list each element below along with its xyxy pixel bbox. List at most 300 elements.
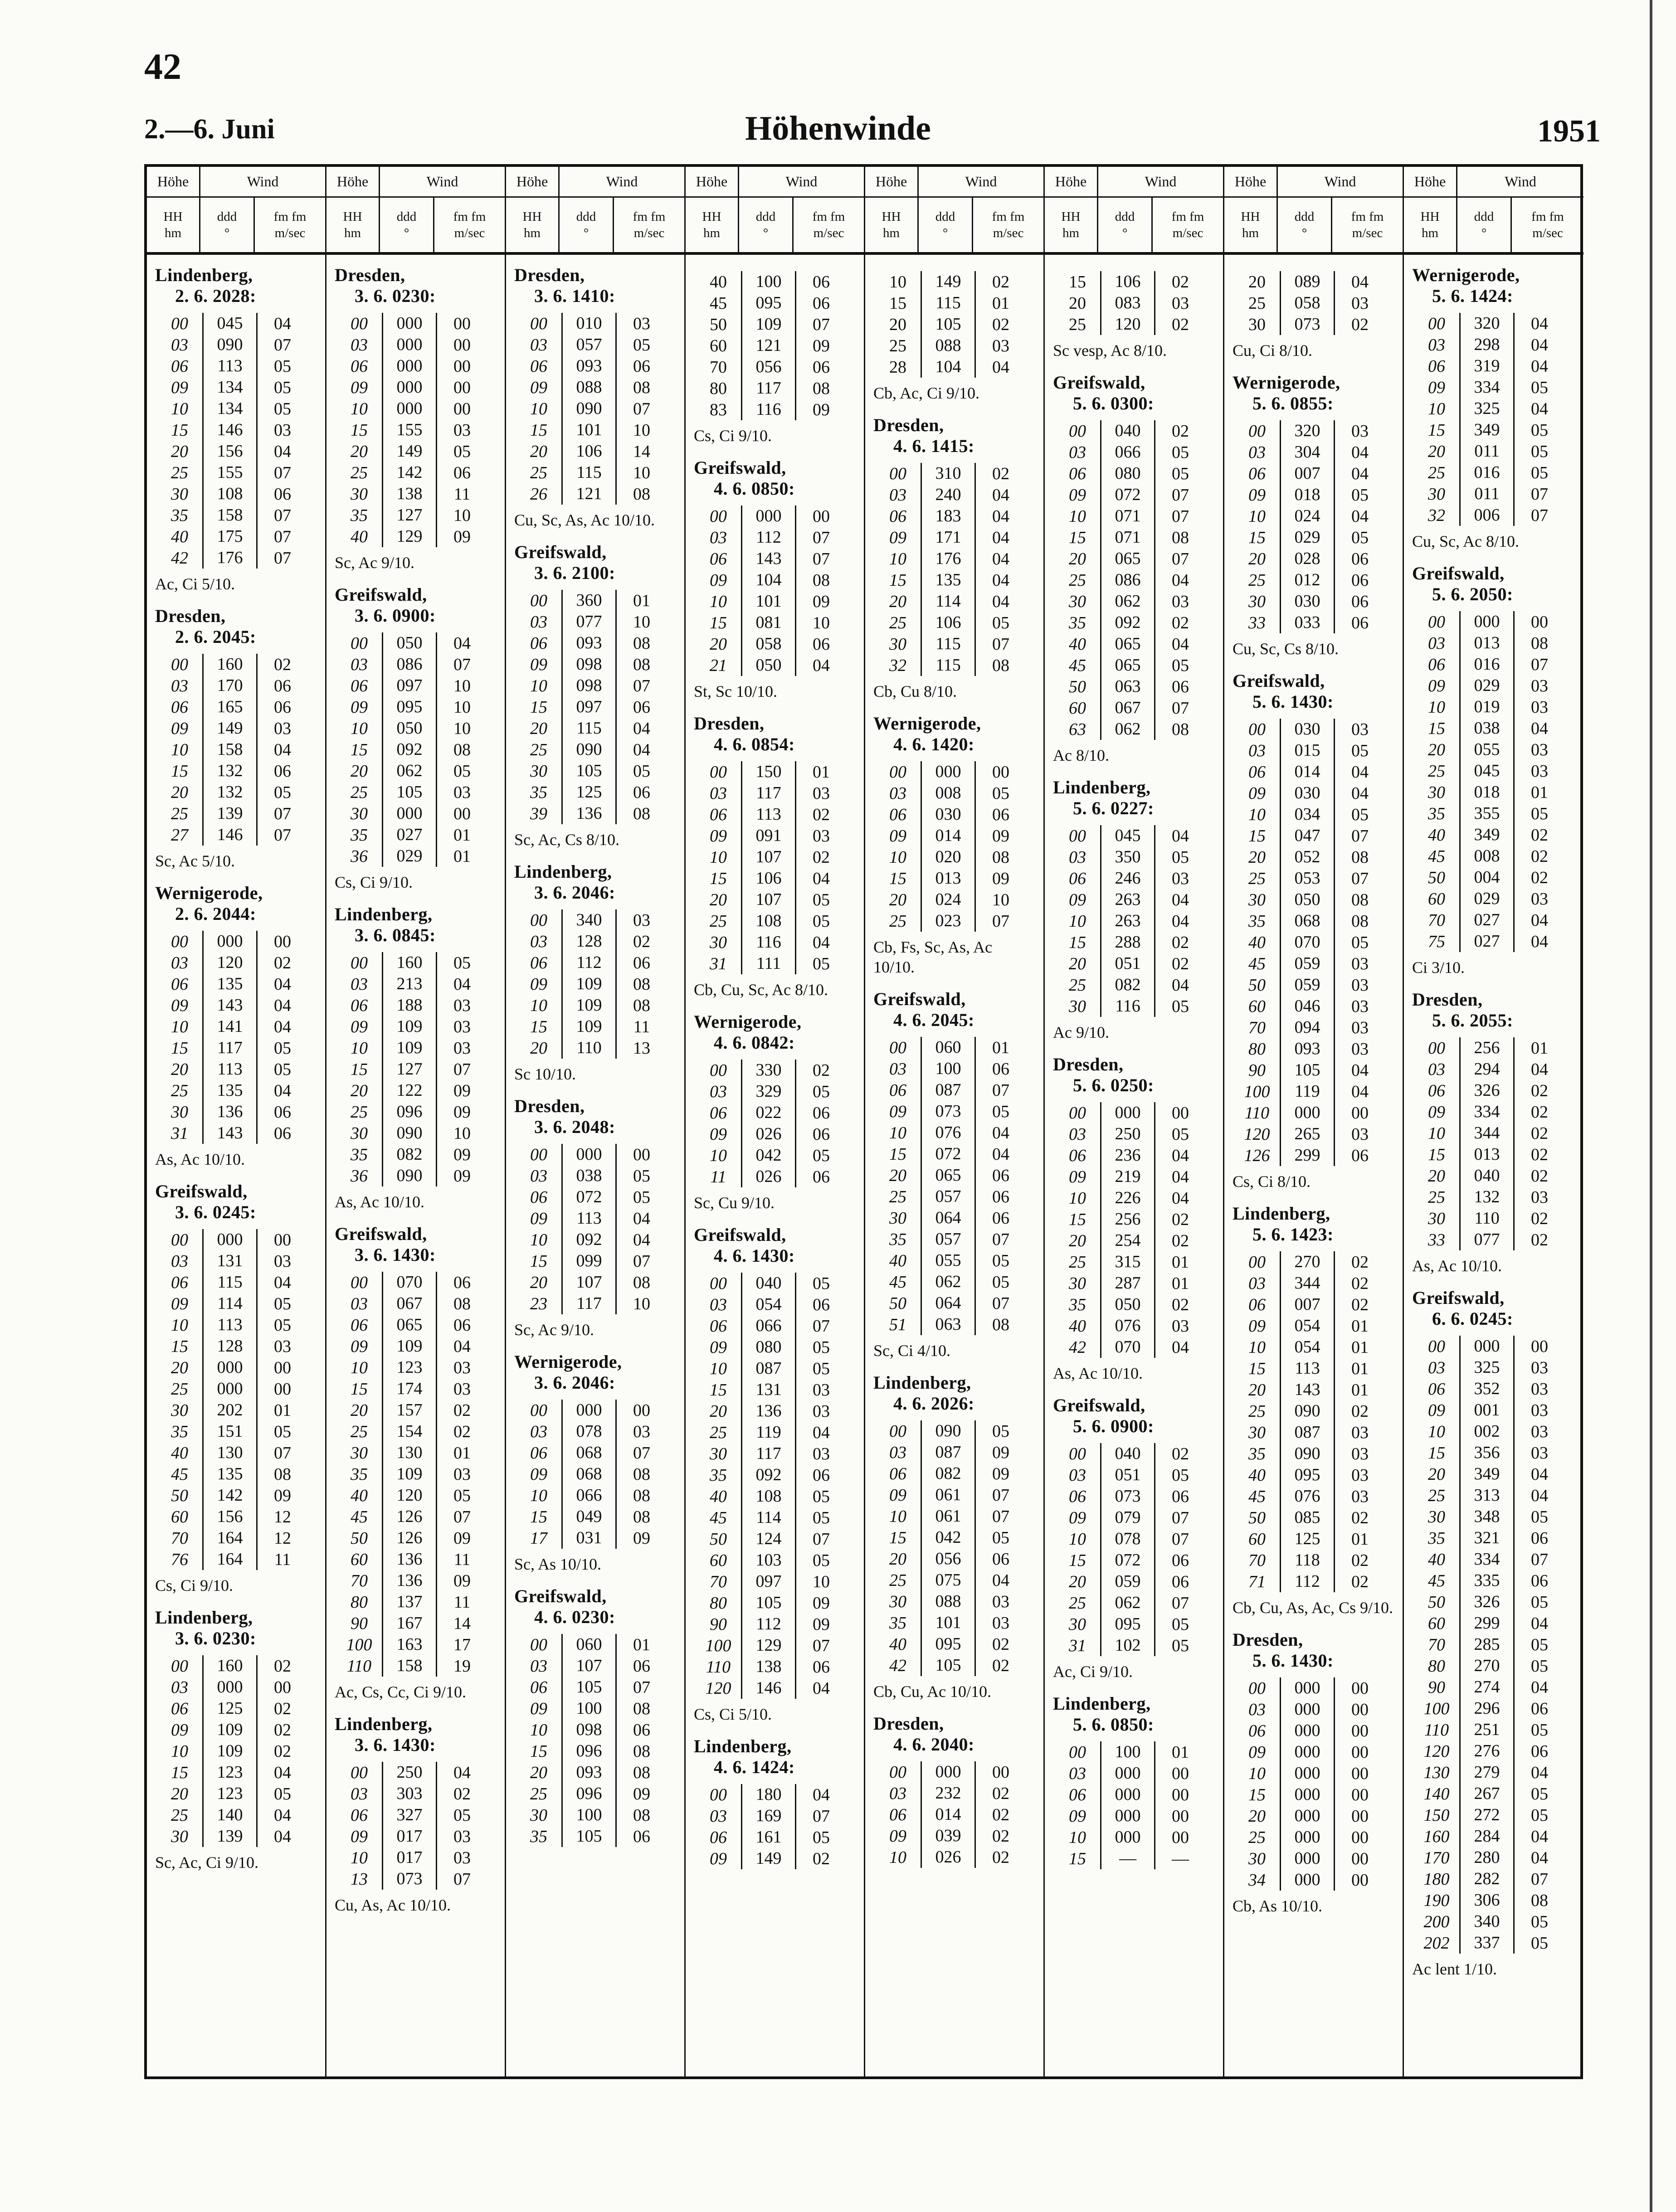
cloud-observation: Sc, As 10/10. (514, 1555, 602, 1573)
direction-cell: 098 (561, 675, 617, 696)
station-name: Wernigerode, (1233, 372, 1340, 393)
cloud-observation: As, Ac 10/10. (335, 1193, 424, 1211)
station-name: Dresden, (514, 1096, 585, 1116)
direction-cell: 113 (202, 1059, 258, 1080)
speed-cell: 04 (1531, 1464, 1548, 1484)
height-cell: 06 (889, 506, 906, 526)
height-cell: 15 (1428, 1443, 1445, 1463)
direction-cell: 057 (921, 1186, 976, 1207)
speed-cell: 03 (1172, 869, 1189, 888)
header-ddd: ddd (1474, 209, 1494, 224)
direction-cell: 101 (921, 1612, 976, 1633)
height-cell: 25 (1428, 1187, 1445, 1207)
height-cell: 10 (710, 592, 727, 611)
speed-cell: 00 (992, 1762, 1009, 1782)
speed-cell: 10 (633, 1294, 650, 1313)
direction-cell: 089 (1280, 271, 1335, 292)
speed-cell: 05 (1531, 1805, 1548, 1825)
height-cell: 50 (1069, 677, 1086, 696)
direction-cell: 090 (382, 1123, 437, 1144)
height-cell: 33 (1428, 1230, 1445, 1249)
table-row (1234, 1400, 1403, 1422)
table-row (1055, 633, 1223, 655)
table-row (1414, 1208, 1583, 1229)
station-block (686, 1225, 864, 1724)
direction-cell: 106 (561, 441, 617, 462)
table-row (1055, 825, 1223, 846)
direction-cell: 113 (202, 355, 258, 377)
station-block (1045, 372, 1223, 765)
speed-cell: 07 (1172, 698, 1189, 718)
height-cell: 50 (1428, 868, 1445, 887)
speed-cell: 05 (992, 613, 1009, 632)
table-row (336, 973, 505, 995)
speed-cell: 04 (1531, 719, 1548, 738)
height-cell: 10 (1248, 805, 1266, 824)
direction-cell: 019 (1459, 696, 1515, 718)
speed-cell: 06 (813, 1295, 830, 1314)
table-row (1414, 1336, 1583, 1357)
direction-cell: 226 (1100, 1187, 1155, 1209)
speed-cell: 05 (1531, 1912, 1548, 1931)
speed-cell: 02 (1351, 1401, 1369, 1421)
header-hm: hm (882, 226, 900, 240)
speed-cell: 02 (1172, 1444, 1189, 1463)
direction-cell: 059 (1280, 974, 1335, 996)
station-date-time: 6. 6. 0245: (1432, 1308, 1513, 1329)
column-header-units (865, 198, 1043, 255)
height-cell: 20 (1428, 442, 1445, 461)
height-cell: 10 (171, 740, 188, 759)
direction-cell: 101 (741, 591, 796, 612)
direction-cell: 062 (382, 760, 437, 782)
table-row (1234, 1805, 1403, 1827)
table-row (875, 1548, 1043, 1570)
speed-cell: 03 (1172, 1316, 1189, 1336)
direction-cell: 139 (202, 1826, 258, 1847)
speed-cell: 02 (1351, 315, 1369, 334)
direction-cell: 000 (1459, 611, 1515, 632)
table-row (1414, 931, 1583, 952)
station-date-time: 3. 6. 1430: (355, 1245, 436, 1265)
direction-cell: 280 (1459, 1847, 1515, 1868)
height-cell: 83 (710, 400, 727, 419)
height-cell: 30 (889, 1208, 906, 1228)
speed-cell: 08 (633, 484, 650, 504)
direction-cell: 102 (1100, 1635, 1155, 1656)
height-cell: 13 (351, 1869, 368, 1889)
table-column (686, 167, 865, 2076)
height-cell: 70 (171, 1528, 188, 1548)
speed-cell: 07 (453, 655, 471, 674)
direction-cell: 030 (1280, 591, 1335, 612)
direction-cell: 114 (921, 591, 976, 612)
height-cell: 40 (1069, 634, 1086, 654)
height-cell: 100 (1244, 1082, 1270, 1101)
speed-cell: 05 (453, 761, 471, 781)
height-cell: 00 (710, 506, 727, 526)
table-row (696, 1358, 864, 1379)
direction-cell: 073 (921, 1101, 976, 1122)
sounding-rows (336, 313, 505, 547)
table-row (1414, 1421, 1583, 1442)
direction-cell: 067 (382, 1293, 437, 1314)
table-row (875, 1761, 1043, 1783)
table-row (336, 483, 505, 505)
height-cell: 06 (1428, 1081, 1445, 1100)
table-row (336, 1080, 505, 1101)
height-cell: 25 (1428, 761, 1445, 781)
station-date-time: 4. 6. 1424: (714, 1757, 795, 1777)
speed-cell: 05 (813, 1828, 830, 1847)
table-row (1055, 506, 1223, 527)
height-cell: 10 (1248, 506, 1266, 526)
speed-cell: 06 (813, 293, 830, 313)
height-cell: 20 (171, 1358, 188, 1377)
table-row (1234, 1251, 1403, 1273)
table-row (336, 1570, 505, 1591)
speed-cell: 01 (633, 591, 650, 610)
table-row (516, 952, 684, 973)
table-row (1414, 1186, 1583, 1208)
direction-cell: 299 (1280, 1145, 1335, 1166)
speed-cell: 08 (1531, 633, 1548, 653)
station-date-time: 5. 6. 1424: (1432, 286, 1513, 306)
table-row (696, 1145, 864, 1166)
direction-cell: 149 (202, 718, 258, 739)
table-row (336, 1463, 505, 1485)
header-hm: hm (523, 226, 541, 240)
station-date-time: 3. 6. 0230: (175, 1628, 256, 1648)
direction-cell: 000 (1280, 1869, 1335, 1891)
speed-cell: 00 (1172, 1764, 1189, 1783)
station-date-time: 4. 6. 2026: (893, 1393, 974, 1414)
speed-cell: 02 (992, 1847, 1009, 1867)
height-cell: 20 (351, 1081, 368, 1100)
table-row (1234, 761, 1403, 783)
table-row (875, 1420, 1043, 1442)
speed-cell: 02 (1351, 1274, 1369, 1293)
speed-cell: 03 (1351, 1444, 1369, 1463)
speed-cell: 08 (633, 1763, 650, 1782)
table-row (696, 506, 864, 527)
height-cell: 75 (1428, 932, 1445, 951)
direction-cell: 117 (741, 783, 796, 804)
direction-cell: 310 (921, 463, 976, 484)
speed-cell: 06 (813, 357, 830, 377)
height-cell: 10 (530, 1720, 547, 1740)
direction-cell: 073 (1100, 1486, 1155, 1507)
direction-cell: 340 (561, 909, 617, 931)
direction-cell: 141 (202, 1016, 258, 1037)
height-cell: 10 (889, 847, 906, 867)
scan-edge-line (1650, 0, 1652, 2212)
height-cell: 20 (1428, 1166, 1445, 1186)
speed-cell: 06 (992, 1059, 1009, 1079)
speed-cell: 08 (633, 974, 650, 994)
direction-cell: 337 (1459, 1932, 1515, 1954)
cloud-observation: Ac, Ci 9/10. (1053, 1663, 1133, 1681)
speed-cell: 04 (813, 1423, 830, 1442)
cloud-observation: Sc, Ac, Ci 9/10. (155, 1853, 259, 1872)
height-cell: 03 (530, 932, 547, 951)
sounding-rows (157, 931, 325, 1144)
speed-cell: 02 (813, 847, 830, 867)
table-row (157, 760, 325, 782)
height-cell: 20 (530, 442, 547, 461)
height-cell: 00 (1428, 1038, 1445, 1058)
table-row (1414, 1826, 1583, 1847)
table-row (1414, 1783, 1583, 1804)
table-row (157, 1527, 325, 1549)
height-cell: 70 (710, 357, 727, 377)
height-cell: 09 (710, 826, 727, 846)
direction-cell: 109 (202, 1740, 258, 1762)
speed-cell: 08 (633, 1699, 650, 1718)
direction-cell: 105 (1280, 1060, 1335, 1081)
direction-cell: 026 (921, 1847, 976, 1868)
table-row (1414, 1229, 1583, 1250)
table-row (336, 760, 505, 782)
height-cell: 10 (171, 1741, 188, 1761)
table-row (1234, 996, 1403, 1017)
speed-cell: 06 (274, 697, 291, 717)
speed-cell: 07 (813, 549, 830, 569)
table-row (336, 1868, 505, 1890)
table-row (516, 590, 684, 611)
station-date-time: 5. 6. 0900: (1073, 1416, 1154, 1436)
speed-cell: 05 (813, 1274, 830, 1293)
speed-cell: 01 (1531, 1038, 1548, 1058)
direction-cell: 124 (741, 1528, 796, 1550)
table-row (516, 632, 684, 654)
direction-cell: 272 (1459, 1804, 1515, 1826)
speed-cell: 00 (1351, 1764, 1369, 1783)
speed-cell: 05 (813, 1551, 830, 1570)
table-row (696, 378, 864, 399)
speed-cell: 14 (633, 442, 650, 461)
table-row (696, 1337, 864, 1358)
speed-cell: 09 (992, 1443, 1009, 1462)
table-row (1234, 1358, 1403, 1379)
table-row (1234, 271, 1403, 292)
table-column (1404, 167, 1583, 2076)
direction-cell: 157 (382, 1400, 437, 1421)
direction-cell: 135 (202, 1080, 258, 1101)
table-row (1055, 1805, 1223, 1827)
header-fmfm: fm fm (1351, 209, 1384, 224)
direction-cell: 149 (382, 441, 437, 462)
speed-cell: 00 (1172, 1806, 1189, 1826)
table-row (696, 1656, 864, 1677)
speed-cell: 03 (813, 1401, 830, 1421)
table-row (1055, 1337, 1223, 1358)
height-cell: 15 (710, 1380, 727, 1400)
table-row (875, 1442, 1043, 1463)
speed-cell: 08 (1351, 890, 1369, 909)
table-row (1055, 1614, 1223, 1635)
direction-cell: 132 (1459, 1186, 1515, 1208)
table-row (696, 1443, 864, 1464)
height-cell: 00 (171, 1230, 188, 1249)
speed-cell: 02 (1531, 846, 1548, 866)
station-date-time: 4. 6. 1420: (893, 734, 974, 754)
speed-cell: 04 (1351, 783, 1369, 803)
speed-cell: 02 (274, 1656, 291, 1676)
height-cell: 20 (889, 890, 906, 909)
table-row (157, 398, 325, 419)
header-deg: ° (1122, 226, 1128, 240)
table-row (1414, 1677, 1583, 1698)
direction-cell: 158 (382, 1655, 437, 1677)
speed-cell: 03 (992, 1613, 1009, 1633)
direction-cell: 106 (741, 868, 796, 889)
speed-cell: 02 (1172, 933, 1189, 952)
speed-cell: 06 (813, 1167, 830, 1186)
direction-cell: 282 (1459, 1868, 1515, 1890)
direction-cell: 078 (1100, 1528, 1155, 1550)
sounding-rows (1234, 420, 1403, 633)
station-date-time: 5. 6. 0855: (1252, 393, 1334, 413)
table-row (696, 1060, 864, 1081)
speed-cell: 01 (274, 1400, 291, 1420)
table-row (157, 1506, 325, 1527)
direction-cell: 007 (1280, 463, 1335, 484)
station-date-time: 5. 6. 1430: (1252, 1650, 1334, 1671)
table-row (1234, 846, 1403, 868)
speed-cell: 05 (992, 1528, 1009, 1547)
station-name: Greifswald, (694, 1225, 786, 1245)
height-cell: 20 (351, 442, 368, 461)
speed-cell: 01 (453, 1443, 471, 1463)
table-row (1234, 1294, 1403, 1315)
height-cell: 25 (1428, 1486, 1445, 1505)
table-row (1055, 1550, 1223, 1571)
table-row (875, 612, 1043, 633)
direction-cell: 127 (382, 505, 437, 526)
table-row (1234, 1123, 1403, 1145)
speed-cell: 07 (813, 1316, 830, 1336)
direction-cell: 100 (561, 1804, 617, 1826)
direction-cell: 065 (921, 1165, 976, 1186)
table-row (157, 1677, 325, 1698)
table-row (1055, 569, 1223, 591)
table-row (1234, 463, 1403, 484)
table-row (157, 1059, 325, 1080)
table-row (516, 760, 684, 782)
table-row (336, 1613, 505, 1634)
speed-cell: 08 (992, 847, 1009, 867)
table-row (1234, 1145, 1403, 1166)
height-cell: 100 (346, 1635, 372, 1654)
height-cell: 30 (889, 1592, 906, 1611)
table-column (506, 167, 686, 2076)
cloud-observation: Cb, Fs, Sc, As, Ac 10/10. (873, 938, 993, 976)
speed-cell: 07 (992, 1230, 1009, 1249)
speed-cell: 06 (1531, 1571, 1548, 1590)
height-cell: 20 (710, 634, 727, 654)
table-row (157, 377, 325, 398)
height-cell: 00 (530, 1635, 547, 1654)
table-row (875, 1186, 1043, 1207)
table-row (1234, 527, 1403, 548)
sounding-rows (1055, 1741, 1223, 1869)
table-row (157, 1783, 325, 1804)
direction-cell: 143 (202, 995, 258, 1016)
table-row (696, 1550, 864, 1571)
height-cell: 15 (1069, 528, 1086, 547)
height-cell: 30 (1248, 315, 1266, 334)
height-cell: 03 (530, 612, 547, 632)
direction-cell: 256 (1459, 1037, 1515, 1059)
speed-cell: 02 (1531, 825, 1548, 845)
station-block (506, 1352, 684, 1574)
height-cell: 06 (530, 1677, 547, 1697)
header-hoehe: Höhe (147, 167, 200, 196)
direction-cell: 355 (1459, 803, 1515, 824)
height-cell: 06 (351, 356, 368, 376)
speed-cell: 09 (813, 336, 830, 355)
table-row (157, 1123, 325, 1144)
table-row (157, 1463, 325, 1485)
station-name: Greifswald, (1412, 563, 1505, 583)
speed-cell: 04 (992, 1123, 1009, 1142)
speed-cell: 04 (1172, 1188, 1189, 1208)
speed-cell: 00 (813, 506, 830, 526)
height-cell: 25 (1248, 869, 1266, 888)
speed-cell: 03 (813, 826, 830, 846)
table-row (336, 398, 505, 419)
speed-cell: 00 (1351, 1849, 1369, 1868)
station-block (147, 265, 325, 594)
table-row (157, 931, 325, 952)
table-row (696, 1507, 864, 1528)
speed-cell: 08 (633, 1507, 650, 1527)
speed-cell: 10 (813, 1572, 830, 1591)
table-row (875, 1271, 1043, 1293)
table-row (336, 1762, 505, 1783)
header-msec: m/sec (993, 226, 1024, 240)
direction-cell: 072 (561, 1186, 617, 1208)
height-cell: 06 (889, 805, 906, 824)
speed-cell: 08 (453, 1294, 471, 1313)
station-block (147, 1607, 325, 1872)
station-name: Dresden, (1233, 1629, 1303, 1650)
direction-cell: 125 (202, 1698, 258, 1719)
table-row (1234, 910, 1403, 932)
height-cell: 00 (710, 1274, 727, 1293)
station-name: Greifswald, (1412, 1288, 1505, 1308)
table-row (1414, 867, 1583, 888)
direction-cell: 121 (561, 483, 617, 505)
height-cell: 10 (889, 1507, 906, 1526)
height-cell: 35 (1069, 1295, 1086, 1314)
height-cell: 03 (1248, 1700, 1266, 1719)
header-hm: hm (1421, 226, 1439, 240)
direction-cell: 062 (1100, 591, 1155, 612)
cloud-observation: Sc, Ac 9/10. (514, 1321, 594, 1339)
table-row (516, 483, 684, 505)
direction-cell: 000 (1280, 1784, 1335, 1805)
header-wind: Wind (426, 173, 458, 190)
height-cell: 30 (1248, 890, 1266, 909)
header-hoehe: Höhe (326, 167, 380, 196)
table-row (1055, 996, 1223, 1017)
header-hh: HH (163, 209, 183, 224)
station-name: Greifswald, (155, 1181, 248, 1201)
direction-cell: 020 (921, 846, 976, 868)
table-row (1234, 1315, 1403, 1337)
